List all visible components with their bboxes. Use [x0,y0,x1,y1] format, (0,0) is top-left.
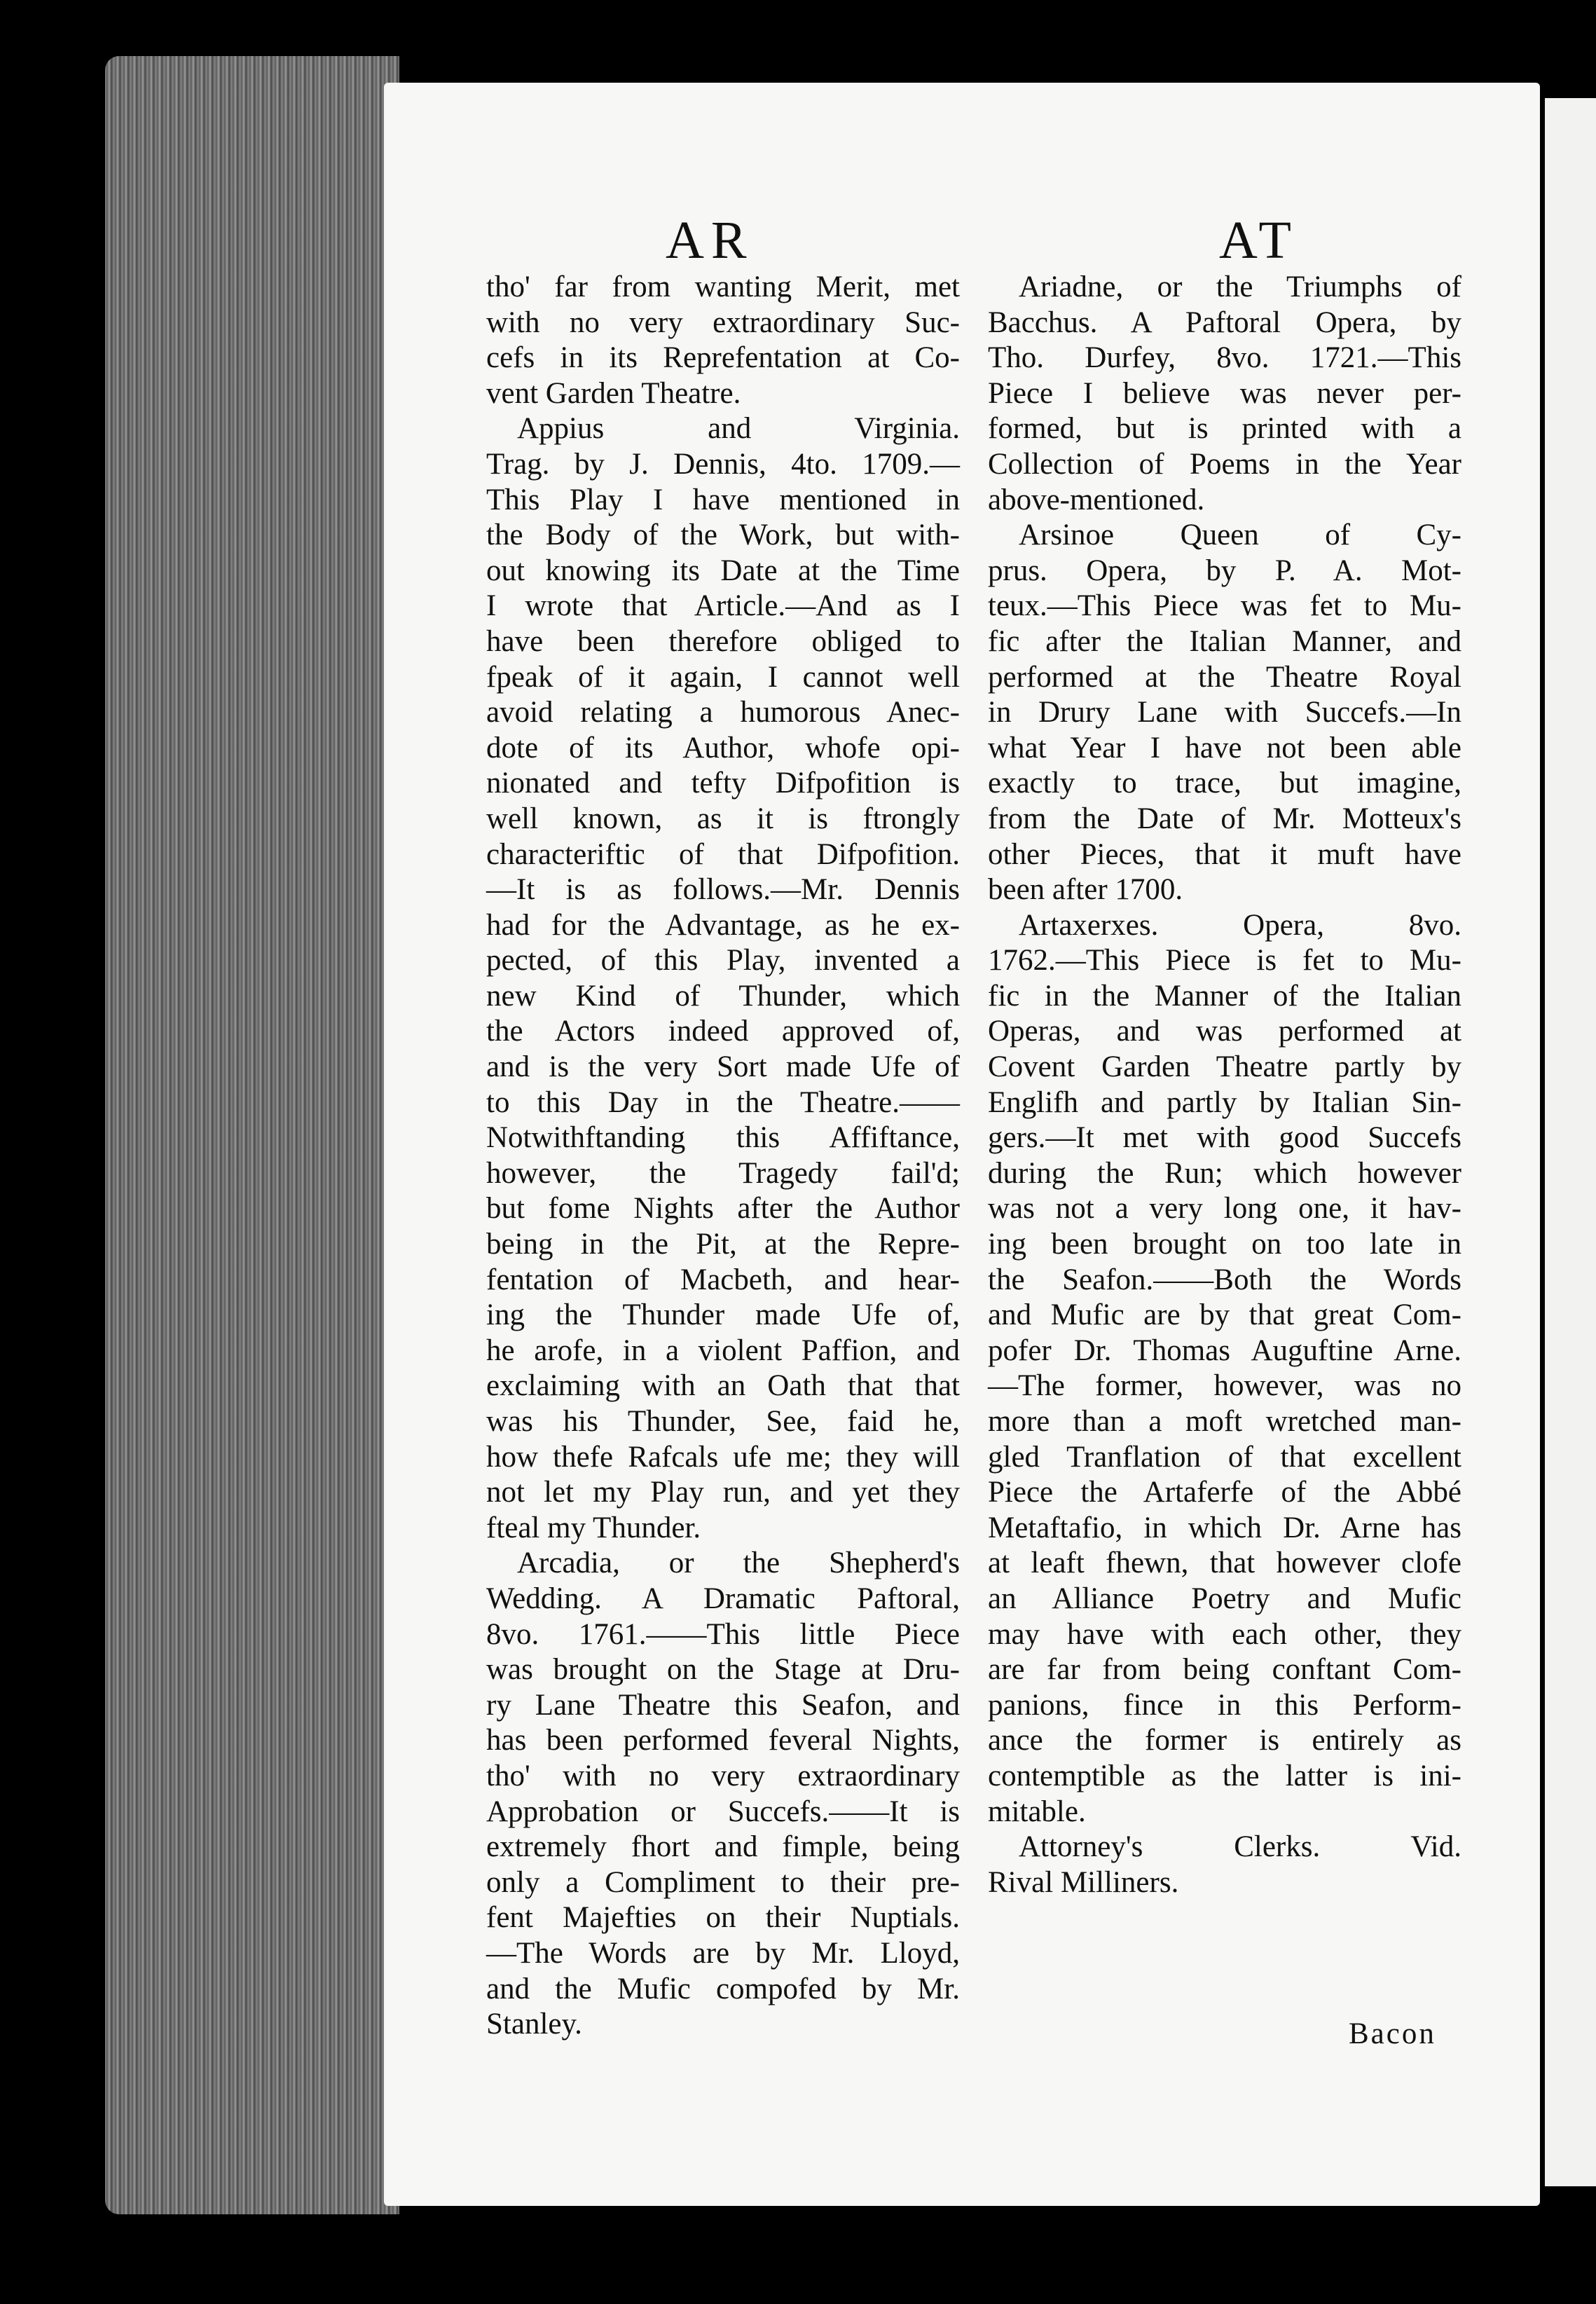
text-line: have been therefore obliged to [486,624,960,658]
book-page-edges [105,56,399,2214]
right-text-column [988,270,1461,1900]
text-line: how thefe Rafcals ufe me; they will [486,1440,960,1474]
text-line: fentation of Macbeth, and hear- [486,1263,960,1296]
text-line: I wrote that Article.—And as I [486,589,960,623]
text-line: with no very extraordinary Suc- [486,306,960,339]
text-line: —The former, however, was no [988,1369,1461,1403]
text-line: what Year I have not been able [988,731,1461,764]
text-line: the Seafon.——Both the Words [988,1263,1461,1296]
text-line: he arofe, in a violent Paffion, and [486,1333,960,1367]
text-line: exclaiming with an Oath that that [486,1369,960,1403]
text-line: may have with each other, they [988,1617,1461,1651]
text-line: Operas, and was performed at [988,1015,1461,1048]
text-line: the Body of the Work, but with- [486,519,960,552]
text-line: fent Majefties on their Nuptials. [486,1901,960,1935]
running-head-left: AR [666,211,754,270]
text-line: fpeak of it again, I cannot well [486,660,960,694]
text-line: Piece the Artaferfe of the Abbé [988,1476,1461,1509]
text-line: contemptible as the latter is ini- [988,1759,1461,1792]
facing-page-edge [1545,98,1596,2186]
text-line: formed, but is printed with a [988,412,1461,446]
text-line: ance the former is entirely as [988,1724,1461,1757]
text-line: new Kind of Thunder, which [486,979,960,1013]
text-line: Stanley. [486,2008,582,2041]
text-line: Appius and Virginia. [517,412,960,446]
text-line: Attorney's Clerks. Vid. [1019,1830,1461,1864]
text-line: from the Date of Mr. Motteux's [988,802,1461,835]
text-line: was his Thunder, See, faid he, [486,1405,960,1438]
text-line: nionated and tefty Difpofition is [486,767,960,800]
text-line: pofer Dr. Thomas Auguftine Arne. [988,1333,1461,1367]
text-line: at leaft fhewn, that however clofe [988,1547,1461,1580]
text-line: Covent Garden Theatre partly by [988,1050,1461,1084]
text-line: are far from being conftant Com- [988,1653,1461,1687]
text-line: avoid relating a humorous Anec- [486,696,960,729]
text-line: other Pieces, that it muft have [988,837,1461,871]
text-line: Notwithftanding this Affiftance, [486,1121,960,1155]
text-line: fic in the Manner of the Italian [988,979,1461,1013]
text-line: out knowing its Date at the Time [486,554,960,587]
text-line: was brought on the Stage at Dru- [486,1653,960,1687]
text-line: however, the Tragedy fail'd; [486,1156,960,1190]
text-line: well known, as it is ftrongly [486,802,960,835]
text-line: vent Garden Theatre. [486,376,741,410]
text-line: during the Run; which however [988,1156,1461,1190]
text-line: and the Mufic compofed by Mr. [486,1972,960,2005]
left-text-column [486,270,960,2043]
text-line: teux.—This Piece was fet to Mu- [988,589,1461,623]
text-line: more than a moft wretched man- [988,1405,1461,1438]
text-line: but fome Nights after the Author [486,1192,960,1226]
text-line: Approbation or Succefs.——It is [486,1795,960,1828]
text-line: been after 1700. [988,873,1183,907]
text-line: Arcadia, or the Shepherd's [517,1547,960,1580]
text-line: 8vo. 1761.——This little Piece [486,1617,960,1651]
text-line: not let my Play run, and yet they [486,1476,960,1509]
text-line: in Drury Lane with Succefs.—In [988,696,1461,729]
text-line: dote of its Author, whofe opi- [486,731,960,764]
text-line: 1762.—This Piece is fet to Mu- [988,944,1461,978]
text-line: This Play I have mentioned in [486,483,960,516]
text-line: pected, of this Play, invented a [486,944,960,978]
text-line: the Actors indeed approved of, [486,1015,960,1048]
text-line: above-mentioned. [988,483,1205,516]
text-line: exactly to trace, but imagine, [988,767,1461,800]
running-head-right: AT [1219,211,1298,270]
text-line: an Alliance Poetry and Mufic [988,1582,1461,1615]
text-line: Artaxerxes. Opera, 8vo. [1019,908,1461,942]
text-line: Arsinoe Queen of Cy- [1019,519,1461,552]
text-line: panions, fince in this Perform- [988,1688,1461,1722]
text-line: Englifh and partly by Italian Sin- [988,1085,1461,1119]
text-line: only a Compliment to their pre- [486,1865,960,1899]
text-line: and Mufic are by that great Com- [988,1298,1461,1332]
text-line: tho' far from wanting Merit, met [486,270,960,303]
text-line: Rival Milliners. [988,1865,1179,1899]
text-line: performed at the Theatre Royal [988,660,1461,694]
text-line: ry Lane Theatre this Seafon, and [486,1688,960,1722]
text-line: fic after the Italian Manner, and [988,624,1461,658]
text-line: ing the Thunder made Ufe of, [486,1298,960,1332]
text-line: and is the very Sort made Ufe of [486,1050,960,1084]
text-line: extremely fhort and fimple, being [486,1830,960,1864]
text-line: Tho. Durfey, 8vo. 1721.—This [988,341,1461,375]
text-line: to this Day in the Theatre.—— [486,1085,960,1119]
text-line: Wedding. A Dramatic Paftoral, [486,1582,960,1615]
text-line: tho' with no very extraordinary [486,1759,960,1792]
text-line: Metaftafio, in which Dr. Arne has [988,1511,1461,1544]
text-line: Bacchus. A Paftoral Opera, by [988,306,1461,339]
text-line: gled Tranflation of that excellent [988,1440,1461,1474]
text-line: gers.—It met with good Succefs [988,1121,1461,1155]
catchword: Bacon [1349,2017,1436,2050]
text-line: prus. Opera, by P. A. Mot- [988,554,1461,587]
text-line: —The Words are by Mr. Lloyd, [486,1936,960,1970]
text-line: Collection of Poems in the Year [988,447,1461,481]
text-line: Ariadne, or the Triumphs of [1019,270,1461,303]
text-line: characteriftic of that Difpofition. [486,837,960,871]
text-line: —It is as follows.—Mr. Dennis [486,873,960,907]
text-line: cefs in its Reprefentation at Co- [486,341,960,375]
text-line: ing been brought on too late in [988,1228,1461,1261]
text-line: was not a very long one, it hav- [988,1192,1461,1226]
text-line: being in the Pit, at the Repre- [486,1228,960,1261]
text-line: Trag. by J. Dennis, 4to. 1709.— [486,447,960,481]
text-line: fteal my Thunder. [486,1511,701,1544]
text-line: mitable. [988,1795,1086,1828]
text-line: Piece I believe was never per- [988,376,1461,410]
text-line: had for the Advantage, as he ex- [486,908,960,942]
text-line: has been performed feveral Nights, [486,1724,960,1757]
